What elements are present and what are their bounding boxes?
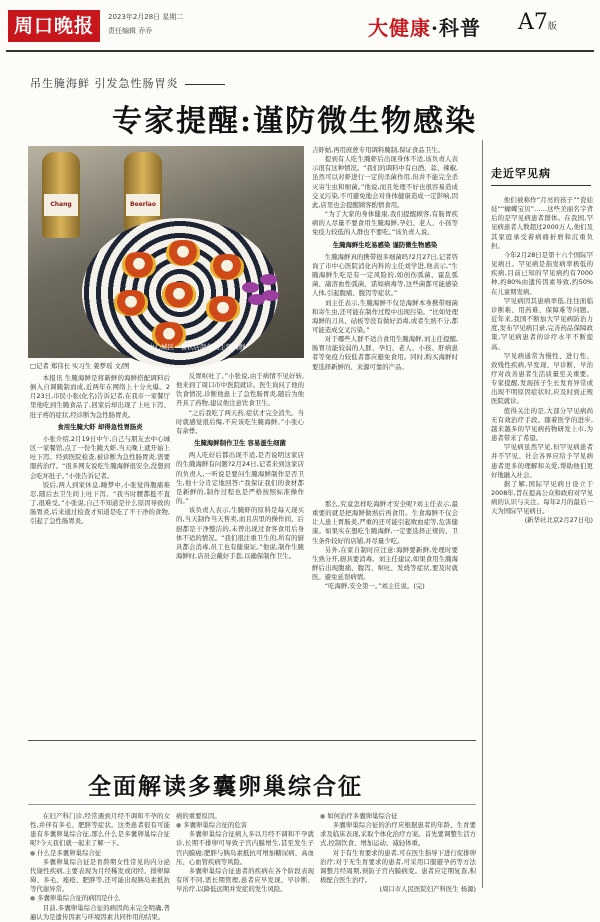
food-item: [206, 296, 240, 322]
article1-kicker-text: 吊生腌海鲜 引发急性肠胃炎: [30, 77, 179, 90]
paragraph: 多囊卵巢综合征的治疗应根据患者的年龄、生育要求及临床表现,采取个体化治疗方案。首先要调整生活方式,控制饮食、增加运动、减轻体重。: [320, 821, 476, 848]
kicker-rule: [185, 84, 225, 85]
article2-column-3: [320, 812, 476, 894]
paragraph: 今年2月28日是第十六个国际罕见病日。罕见病是指发病率极低的疾病,目前已知的罕见病约有7000种,约80%由遗传因素导致,约50%在儿童期发病。: [491, 250, 593, 296]
paragraph: 罕见病虽然罕见,但罕见病患者并不罕见。社会各界应给予罕见病患者更多的理解和关爱,帮助他们更好地融入社会。: [491, 443, 593, 479]
section-title: [368, 12, 481, 41]
bullet-icon: ●: [30, 849, 36, 857]
paragraph: 罕见病因其患病率低,往往面临诊断难、用药难、保障难等问题。近年来,我国不断加大罕见病防治力度,发布罕见病目录,完善药品保障政策,罕见病患者的诊疗水平不断提高。: [491, 296, 593, 351]
bottle-label: Chang: [44, 194, 78, 216]
article1-byline: □记者 郑伟长 实习生 姜梦瑶 文/图: [30, 362, 130, 370]
section-divider: [28, 740, 476, 741]
column-divider: [482, 140, 483, 888]
question-heading: [320, 812, 476, 821]
paragraph: 本报讯 生腌海鲜是将新鲜的海鲜搭配调料后倒入自调腌制而成,近两年在网络上十分火爆。2月23日,市民小张(化名)告诉记者,在我市一家餐厅里他吃到生腌食品了,回家后却出现了上吐下泻、肚子疼的症状,经诊断为急性肠胃炎。: [30, 374, 170, 419]
paragraph: 目前,多囊卵巢综合征的病因尚未完全明确,普遍认为是遗传因素与环境因素共同作用的结果。: [30, 903, 170, 921]
paragraph: 据了解,国际罕见病日设立于2008年,旨在提高公众和政府对罕见病的认识与关注。每年2月的最后一天为国际罕见病日。: [491, 479, 593, 516]
paragraph: 多囊卵巢综合征病人多以月经不调和不孕就诊,长期不排卵可导致子宫内膜增生,甚至发生子宫内膜癌;肥胖与胰岛素抵抗可增加糖尿病、高血压、心血管疾病等风险。: [176, 830, 314, 866]
question-heading-text: 多囊卵巢综合征的病因是什么: [37, 894, 121, 903]
article1-column-3: [312, 146, 458, 494]
bullet-icon: ●: [176, 822, 182, 830]
issue-date: 2023年2月28日 星期二: [108, 13, 184, 21]
paragraph: 那么,究竟怎样吃海鲜才安全呢?刘主任表示,最重要的就是把海鲜做熟后再食用。生食海鲜不仅会让人患上胃肠炎,严重的还可能引起败血症等,危害健康。如果实在想吃生腌海鲜,一定要选择正规的、卫生条件较好的店铺,并尽量少吃。: [312, 500, 458, 545]
paragraph: 他们被称作“月亮的孩子”“瓷娃娃”“蝴蝶宝贝”……这些美丽名字背后的是罕见病患者群体。在我国,罕见病患者人数超过2000万人,他们及其家庭承受着病痛折磨和沉重负担。: [491, 196, 593, 250]
beer-bottle-image: [42, 152, 80, 238]
question-heading-text: 什么是多囊卵巢综合征: [37, 848, 102, 857]
paragraph: 吉虾蛄,再用庶蔗专用调料腌制,保证食品卫生。: [312, 146, 444, 154]
subheading: 生腌海鲜制作卫生 容易滋生细菌: [194, 439, 286, 448]
paragraph: 另外,在家自制时应注意:海鲜要新鲜,处理时要生熟分开,厨具要消毒。刘主任建议,如果食用生腌海鲜后出现腹痛、腹泻、呕吐、发烧等症状,要及时就医。避免延误病情。: [312, 545, 458, 582]
bullet-icon: ●: [320, 813, 326, 820]
article2-column-2: [176, 812, 314, 894]
sidebar-credit: (新华社北京2月27日电): [524, 516, 593, 525]
section-main: 大健康: [368, 16, 431, 40]
paragraph: 饭后,两人到家休息,睡梦中,小张觉得腹痛难忍,随后去卫生间上吐下泻。“我当时腰都挺不直了,很难受。”小张说,自己不知道是什么原因导致的肠胃炎,后来通过检查才知道是吃了不干净的食物,引起了急性肠胃炎。: [30, 480, 170, 526]
bullet-icon: ●: [30, 895, 36, 903]
food-item: [114, 290, 148, 316]
food-item: [166, 240, 200, 266]
article2-headline: 全面解读多囊卵巢综合征: [88, 774, 363, 800]
article2-credit: (周口市人民医院妇产科医生 杨源): [379, 885, 476, 894]
paragraph: “为了大家的身体健康,我们提醒顾客,有肠胃疾病的人尽量不要食用生腌海鲜,孕妇、老人、小孩等免疫力较低的人群也不要吃。”该负责人说。: [312, 210, 458, 237]
photo-caption: 中心城区一餐饮店制作的生腌海鲜: [148, 343, 246, 351]
food-item: [122, 252, 156, 278]
article1-photo: [28, 146, 304, 358]
paragraph: 罕见病通常为慢性、进行性、致残性疾病,早发现、早诊断、早治疗对改善患者生活质量至关重要。专家提醒,发现孩子生长发育异常或出现不明原因症状时,应及时到正规医院就诊。: [491, 351, 593, 406]
food-item: [162, 282, 196, 308]
page-number-suffix: 版: [547, 22, 557, 32]
paragraph: 对于有生育要求的患者,可在医生指导下进行促排卵治疗;对于无生育要求的患者,可采用口服避孕药等方法调整月经周期,预防子宫内膜病变。患者应定期复查,积极配合医生治疗。: [320, 848, 476, 885]
newspaper-logo: 周口晚报: [8, 10, 100, 42]
section-sub: ·科普: [431, 16, 481, 40]
editor-credit: 责任编辑 乔乔: [108, 27, 153, 35]
masthead: [6, 6, 594, 52]
question-heading-text: 如何治疗多囊卵巢综合征: [327, 812, 398, 820]
paragraph: 多囊卵巢综合征患者的疾病在各个阶段表现有所不同,需长期管理,患者应早发现、早诊断、早治疗,以降低远期并发症的发生风险。: [176, 866, 314, 894]
paragraph: 提到有人吃生腌虾后出现身体不适,该负责人表示很有这种情况。“我们的调料中有白酒、蒜、辣椒,虽然可以对虾进行一定的杀菌作用,但并不能完全杀灭寄生虫和细菌。”他说,而且处理不好也很容易造成交叉污染,不可避免地会对身体健康造成一定影响,因此,店里也会提醒顾客酌情食用。: [312, 155, 458, 209]
subheading: 生腌海鲜生吃易感染 谨防微生物感染: [332, 240, 438, 249]
food-item: [210, 254, 244, 280]
article1-column-2: [176, 372, 304, 726]
paragraph: 两人吃好后都出现不适,是否说明这家店的生腌海鲜有问题?2月24日,记者来到这家店的负责人,一听说是要问生腌海鲜制作是否卫生,他十分肯定地回答:“我保证我们的食材都是新鲜的,制作过程也是严格按照标准操作的。”: [176, 451, 304, 506]
paragraph: 小张介绍,2月19日中午,自己与朋友去中心城区一家餐馆,点了一份生腌大虾,当天晚上就开始上吐下泻。经到医院检查,被诊断为急性肠胃炎,需要服药治疗。“很多网友说吃生腌海鲜很安全,没想到会吃坏肚子。”小张告诉记者。: [30, 434, 170, 480]
sidebar-body: [491, 196, 593, 888]
question-heading-text: 多囊卵巢综合征的危害: [183, 821, 248, 830]
article1-column-4: [312, 500, 458, 726]
paragraph: 多囊卵巢综合征是育龄期女性常见的内分泌代谢性疾病,主要表现为月经稀发或闭经、排卵障碍、多毛、痤疮、肥胖等,还可能出现胰岛素抵抗等代谢异常。: [30, 857, 170, 894]
paragraph: 刘主任表示,生腌海鲜不仅是海鲜本身携带细菌和寄生虫,还可能在制作过程中出现污染。“比如处理海鲜的刀具、砧板等没有做好消毒,或者生熟不分,都可能造成交叉污染。”: [312, 298, 458, 334]
article2-column-1: [30, 812, 170, 921]
orchid-flower-image: [242, 272, 280, 306]
paragraph: 生腌海鲜真的携带很多细菌吗?2月27日,记者咨询了市中心医院消化内科的主任刘学进,他表示,“生腌海鲜生吃是有一定风险的,如创伤弧菌、霍乱弧菌、副溶血性弧菌、诺如病毒等,这些菌都可能感染人体,引起腹痛、腹泻等症状。”: [312, 252, 458, 298]
article1-kicker: [30, 75, 225, 91]
headline-underline: [28, 804, 476, 805]
article1-headline: 专家提醒:谨防微生物感染: [112, 104, 478, 139]
page-number-value: A7: [518, 10, 548, 35]
question-heading: [30, 849, 170, 858]
paragraph: 该负责人表示,生腌虾的原料是每天现买的,当天制作当天售卖,而且店里的操作间、后厨都是干净整洁的,未曾出现过食客食用后身体不适的情况。“我们很注重卫生的,所有的厨具都会消毒,员工也有健康证。”他说,制作生腌海鲜时,店员会戴好手套,以确保制作卫生。: [176, 506, 304, 560]
paragraph: “之后我吃了两天药,症状才完全消失。当时就感觉很后悔,不应该吃生腌海鲜。”小张心有余悸。: [176, 408, 304, 435]
paragraph: 反胃呕吐了。”小张说,由于病情不见好转,他来到了周口市中医院就诊。医生询问了他的饮食情况,诊断他患上了急性肠胃炎,随后为他开具了药物,建议他注意饮食卫生。: [176, 372, 304, 408]
question-heading: [176, 821, 314, 830]
article1-column-1: [30, 374, 170, 726]
bottle-label: Beerlao: [126, 194, 160, 216]
subheading: 食用生腌大虾 却得急性胃肠炎: [57, 422, 143, 431]
paragraph: “吃海鲜,安全第一。”刘主任说。(完): [324, 582, 425, 591]
paragraph: 在妇产科门诊,经常遇到月经不调和不孕的女性,并伴有多毛、肥胖等症状。这类患者很有可能患有多囊卵巢综合征,那么什么是多囊卵巢综合征呢?今天我们就一起来了解一下。: [30, 812, 170, 848]
sidebar-title: 走近罕见病: [491, 165, 591, 181]
paragraph: 病的重要原因。: [176, 812, 221, 820]
paragraph: 对于哪些人群不适合食用生腌海鲜,刘主任提醒,肠胃功能较弱的人群、孕妇、老人、小孩、肝病患者等免疫力较低者都应避免食用。同时,购买海鲜时要选择新鲜的、来源可靠的产品。: [312, 335, 458, 371]
page-number: [518, 10, 557, 35]
question-heading: [30, 894, 170, 903]
paragraph: 值得关注的是,大部分罕见病尚无有效治疗手段。随着医学的进步,越来越多的罕见病药物研发上市,为患者带来了希望。: [491, 406, 593, 443]
